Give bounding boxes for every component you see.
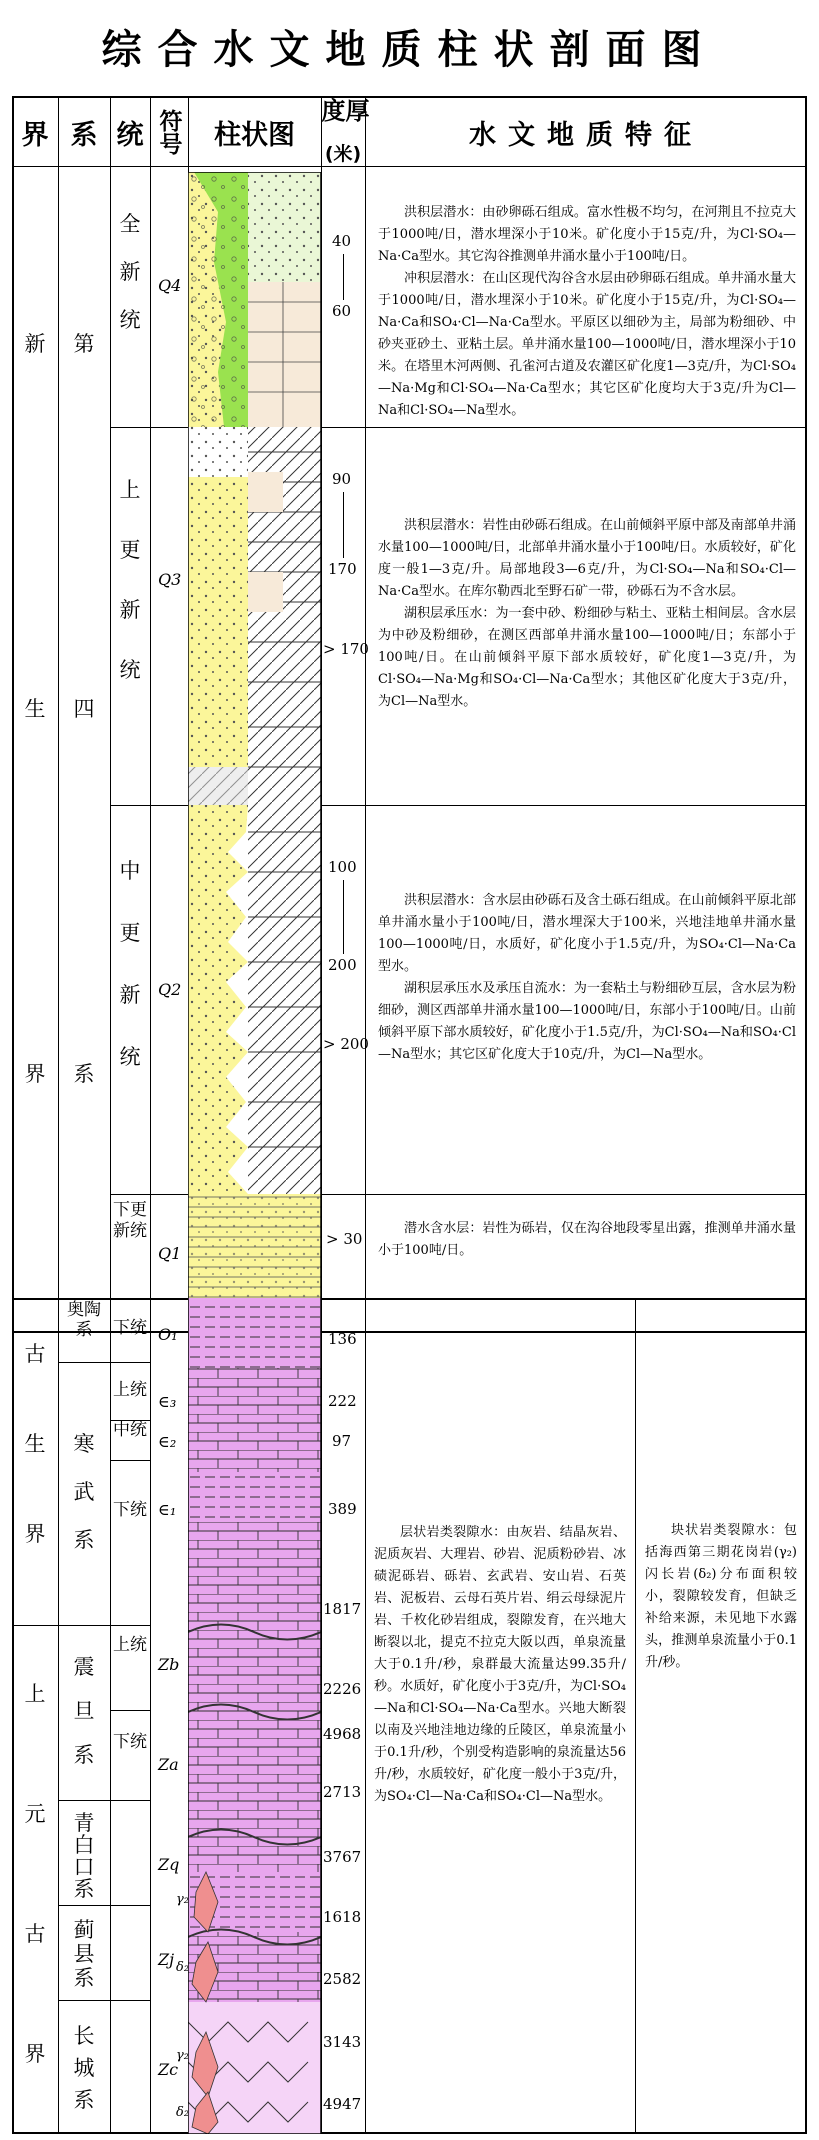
strat-code: O₁ [158,1325,178,1344]
series-label: 下统 [113,1318,147,1338]
thickness-value: 2582 [323,1970,362,1988]
thickness-value: 1618 [323,1908,362,1926]
feature-description-layered: 层状岩类裂隙水：由灰岩、结晶灰岩、泥质灰岩、大理岩、砂岩、泥质粉砂岩、冰碛泥砾岩、砾岩、玄武岩、安山岩、石英岩、泥板岩、云母石英片岩、绢云母绿泥片岩、千枚化砂岩组成，裂隙发育，在兴地大断裂以北，提克不拉克大阪以西，单泉流量大于0.1升/秒，泉群最大流量达99.35升/秒。水质好，矿化度小于3克/升，为Cl·SO₄—Na和Cl·SO₄—Na·Ca型水。兴地大断裂以南及兴地洼地边缘的丘陵区，单泉流量小于0.1升/秒，个别受构造影响的泉流量达56升/秒，水质较好，矿化度一般小于3克/升，为SO₄·Cl—Na·Ca和SO₄·Cl—Na型水。 [374,1525,626,1804]
header-series: 统 [116,119,144,151]
strat-code: Zj [158,1950,175,1969]
system-label: 蓟县系 [73,1918,95,1990]
series-label: 上统 [113,1380,147,1400]
strat-code: Q1 [158,1244,182,1263]
strat-code: Q4 [158,276,182,295]
system-label: 长城系 [73,2024,95,2112]
thickness-value: 389 [328,1500,357,1518]
strat-code: ∈₂ [158,1432,177,1451]
intrusion-label: γ₂ [176,1892,189,1907]
feature-description: 洪积层潜水：岩性由砂砾石组成。在山前倾斜平原中部及南部单井涌水量100—1000吨/日，北部单井涌水量小于100吨/日。水质较好，矿化度一般1—3克/升。局部地段3—6克/升，为Cl·SO₄—Na和SO₄·Cl—Na·Ca型水。在库尔勒西北至野石矿一带，砂砾石为不含水层。 湖积层承压水：为一套中砂、粉细砂与粘土、亚粘土相间层。含水层为中砂及粉细砂，在测区西部单井涌水量100—1000吨/日；东部小于100吨/日。在山前倾斜平原下部水质较好，矿化度1—3克/升，为Cl·SO₄—Na·Mg和SO₄·Cl—Na·Ca型水；其他区矿化度大于3克/升，为Cl—Na型水。 [378,518,796,709]
system-label: 青白口系 [73,1811,95,1901]
header-era: 界 [21,119,49,151]
feature-description: 洪积层潜水：由砂卵砾石组成。富水性极不均匀，在河荆且不拉克大于1000吨/日，潜水埋深小于10米。矿化度小于15克/升，为Cl·SO₄—Na·Ca型水。其它沟谷推测单井涌水量小于100吨/日。 冲积层潜水：在山区现代沟谷含水层由砂卵砾石组成。单井涌水量大于1000吨/日，潜水埋深小于10米。矿化度小于15克/升，为Cl·SO₄—Na·Ca和SO₄·Cl—Na·Ca型水。平原区以细砂为主，局部为粉细砂、中砂夹亚砂土、亚粘土层。单井涌水量100—1000吨/日，潜水埋深小于10米。在塔里木河两侧、孔雀河古道及农灌区矿化度1—3克/升，为Cl·SO₄—Na·Mg和Cl·SO₄—Na·Ca型水；其它区矿化度均大于3克/升为Cl—Na和Cl·SO₄—Na型水。 [378,205,796,418]
thickness-value: 60 [332,302,352,320]
series-label: 下统 [113,1732,147,1752]
strat-code: Zq [158,1855,180,1874]
header-thickness: 厚度 (米) [317,98,369,165]
thickness-value: > 200 [323,1035,369,1053]
strat-code: Q2 [158,980,182,999]
system-char: 系 [73,1062,95,1086]
thickness-value: > 30 [326,1230,363,1248]
page-title: 综合水文地质柱状剖面图 [101,27,718,73]
series-label: 中更新统 [119,859,141,1069]
era-char: 古 [24,1922,46,1946]
era-char: 界 [24,2042,46,2066]
era-char: 上 [24,1682,46,1706]
series-label: 上统 [113,1635,147,1655]
series-label: 下统 [113,1500,147,1520]
series-label: 上更新统 [119,478,141,682]
series-label: 中统 [113,1420,147,1440]
thickness-value: 2226 [323,1680,362,1698]
thickness-value: 97 [332,1432,352,1450]
era-char: 界 [24,1522,46,1546]
header-features: 水文地质特征 [469,119,703,151]
series-label: 下更新统 [113,1200,147,1241]
lithologic-column [188,172,321,2134]
strat-code: ∈₁ [158,1500,177,1519]
feature-description: 洪积层潜水：含水层由砂砾石及含土砾石组成。在山前倾斜平原北部单井涌水量小于100吨/日，潜水埋深大于100米，兴地洼地单井涌水量100—1000吨/日，水质好，矿化度小于1.5克/升，为SO₄·Cl—Na·Ca型水。 湖积层承压水及承压自流水：为一套粘土与粉细砂互层，含水层为粉细砂，测区西部单井涌水量100—1000吨/日，东部小于100吨/日。山前倾斜平原下部水质较好，矿化度小于1.5克/升，为Cl·SO₄—Na和SO₄·Cl—Na型水；其它区矿化度大于10克/升，为Cl—Na型水。 [378,893,796,1062]
series-label: 全新统 [119,212,141,332]
system-char: 第 [73,332,95,356]
era-char: 元 [24,1802,46,1826]
system-label: 震旦系 [73,1655,95,1767]
thickness-value: 4947 [323,2095,362,2113]
feature-description-massive: 块状岩类裂隙水：包括海西第三期花岗岩(γ₂)闪长岩(δ₂)分布面积较小，裂隙较发育，但缺乏补给来源，未见地下水露头，推测单泉流量小于0.1升/秒。 [645,1523,797,1670]
era-char: 古 [24,1342,46,1366]
thickness-value: 136 [328,1330,357,1348]
strat-code: ∈₃ [158,1392,177,1411]
intrusion-label: δ₂ [176,2105,190,2120]
strat-code: Zc [158,2060,179,2079]
header-symbol: 符号 [155,109,182,155]
thickness-value: 1817 [323,1600,362,1618]
era-char: 生 [24,1432,46,1456]
thickness-value: 4968 [323,1725,362,1743]
header-column: 柱状图 [214,119,295,151]
thickness-value: 200 [328,956,357,974]
strat-code: Zb [158,1655,180,1674]
header-system: 系 [70,119,98,151]
thickness-value: 3143 [323,2033,362,2051]
intrusion-label: γ₂ [176,2048,189,2063]
system-label: 奥陶系 [67,1300,101,1340]
strat-code: Q3 [158,570,182,589]
thickness-value: 2713 [323,1783,362,1801]
thickness-value: 3767 [323,1848,362,1866]
thickness-value: 40 [332,232,352,250]
thickness-value: 90 [332,470,352,488]
era-char: 新 [24,332,46,356]
era-char: 生 [24,697,46,721]
feature-description: 潜水含水层：岩性为砾岩，仅在沟谷地段零星出露，推测单井涌水量小于100吨/日。 [378,1221,796,1258]
era-char: 界 [24,1062,46,1086]
thickness-value: 100 [328,858,357,876]
intrusion-label: δ₂ [176,1960,190,1975]
strat-code: Za [158,1755,179,1774]
system-char: 四 [73,697,95,721]
thickness-value: 170 [328,560,357,578]
thickness-value: 222 [328,1392,357,1410]
thickness-value: > 170 [323,640,369,658]
system-label: 寒武系 [73,1432,95,1552]
